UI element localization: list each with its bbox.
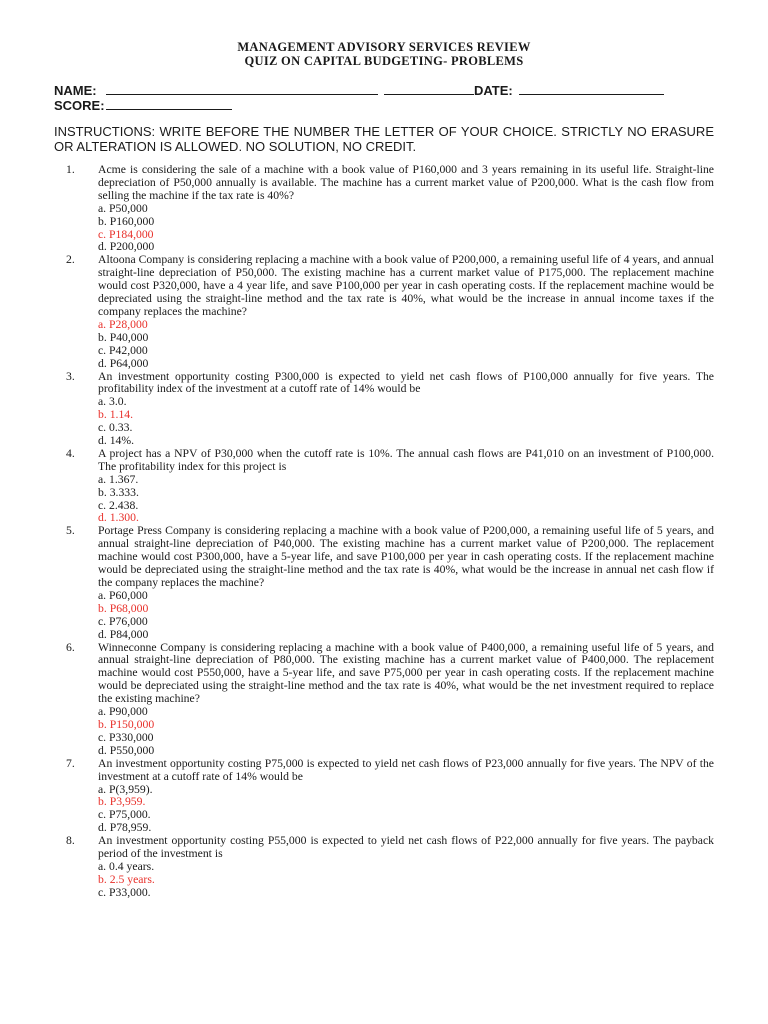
- answer-option: d. P64,000: [98, 356, 149, 370]
- answer-option: d. P550,000: [98, 743, 155, 757]
- question-number: 2.: [66, 253, 75, 267]
- answer-option: c. P33,000.: [98, 885, 151, 899]
- question-text: Acme is considering the sale of a machine with a book value of P160,000 and 3 years remaining in its useful life. Straight-line depreciation of P50,000 annually is available. The machine has a current market value of P200,000. What is the cash flow from selling the machine if the tax rate is 40%?: [98, 163, 714, 202]
- question-number: 4.: [66, 446, 75, 460]
- answer-option-correct: c. P184,000: [98, 227, 154, 241]
- answer-option: c. P76,000: [98, 614, 148, 628]
- answer-option: b. 3.333.: [98, 485, 139, 499]
- question-item: [54, 642, 714, 758]
- answer-option: d. P78,959.: [98, 821, 152, 835]
- question-item: [54, 835, 714, 900]
- answer-option: a. 0.4 years.: [98, 859, 155, 873]
- question-body: [98, 835, 714, 900]
- question-number: 5.: [66, 524, 75, 538]
- question-text: Winneconne Company is considering replacing a machine with a book value of P400,000, a remaining useful life of 5 years, and annual straight-line depreciation of P80,000. The existing machine has a current market value of P400,000. The replacement machine would cost P550,000, have a 5-year life, and save P75,000 per year in cash operating costs. If the replacement machine would be depreciated using the straight-line method and the tax rate is 40%, what would be the net investment required to replace the existing machine?: [98, 640, 714, 706]
- question-body: [98, 448, 714, 525]
- date-label: DATE:: [474, 83, 513, 98]
- quiz-title-line2: QUIZ ON CAPITAL BUDGETING- PROBLEMS: [244, 54, 524, 68]
- answer-option: a. P60,000: [98, 588, 148, 602]
- question-text: An investment opportunity costing P55,000 is expected to yield net cash flows of P22,000 annually for five years. The payback period of the investment is: [98, 834, 714, 861]
- answer-option-correct: a. P28,000: [98, 317, 148, 331]
- question-item: [54, 164, 714, 254]
- answer-option: a. P(3,959).: [98, 782, 153, 796]
- question-item: [54, 525, 714, 641]
- question-body: [98, 642, 714, 758]
- question-text: Portage Press Company is considering replacing a machine with a book value of P200,000, a remaining useful life of 5 years, and annual straight-line depreciation of P40,000. The existing machine has a current market value of P200,000. The replacement machine would cost P300,000, have a 5-year life, and save P100,000 per year in cash operating costs. If the replacement machine would be depreciated using the straight-line method and the tax rate is 40%, what would be the increase in annual net cash flow if the company replaces the machine?: [98, 524, 714, 589]
- answer-option: c. 0.33.: [98, 421, 133, 435]
- answer-option: d. P84,000: [98, 627, 149, 641]
- question-text: Altoona Company is considering replacing a machine with a book value of P200,000, a remaining useful life of 4 years, and annual straight-line depreciation of P50,000. The existing machine has a current market value of P175,000. The replacement machine would cost P320,000, have a 4 year life, and save P100,000 per year in cash operating costs. If the replacement machine would be depreciated using the straight-line method and the tax rate is 40%, what would be the increase in annual income taxes if the company replaces the machine?: [98, 253, 714, 318]
- question-body: [98, 525, 714, 641]
- question-number: 8.: [66, 834, 75, 848]
- answer-option: c. P75,000.: [98, 808, 151, 822]
- question-list: [54, 164, 714, 900]
- score-blank[interactable]: [106, 98, 232, 110]
- question-number: 1.: [66, 163, 75, 176]
- answer-option: a. P90,000: [98, 705, 148, 719]
- question-body: [98, 758, 714, 835]
- answer-option: a. 1.367.: [98, 472, 139, 486]
- instructions: INSTRUCTIONS: WRITE BEFORE THE NUMBER THE LETTER OF YOUR CHOICE. STRICTLY NO ERASURE OR ALTERATION IS ALLOWED. NO SOLUTION, NO CREDIT.: [54, 124, 714, 154]
- answer-option-correct: b. P68,000: [98, 601, 149, 615]
- quiz-title-line1: MANAGEMENT ADVISORY SERVICES REVIEW: [237, 40, 531, 54]
- answer-option-correct: b. 1.14.: [98, 408, 134, 422]
- answer-option: c. P42,000: [98, 343, 148, 357]
- question-item: [54, 448, 714, 525]
- question-number: 3.: [66, 369, 75, 383]
- answer-option-correct: b. P3,959.: [98, 795, 146, 809]
- question-text: A project has a NPV of P30,000 when the cutoff rate is 10%. The annual cash flows are P41,010 on an investment of P100,000. The profitability index for this project is: [98, 446, 714, 473]
- name-blank-extra[interactable]: [384, 83, 474, 95]
- answer-option: d. P200,000: [98, 240, 155, 254]
- answer-option: d. 14%.: [98, 434, 135, 448]
- answer-option-correct: d. 1.300.: [98, 511, 139, 525]
- score-label: SCORE:: [54, 98, 105, 113]
- score-row: [54, 98, 714, 113]
- date-blank[interactable]: [519, 83, 664, 95]
- question-text: An investment opportunity costing P300,000 is expected to yield net cash flows of P100,000 annually for five years. The profitability index of the investment at a cutoff rate of 14% would be: [98, 369, 714, 396]
- answer-option: c. P330,000: [98, 730, 154, 744]
- question-body: [98, 254, 714, 370]
- name-date-row: [54, 83, 714, 98]
- answer-option: a. 3.0.: [98, 395, 127, 409]
- question-item: [54, 758, 714, 835]
- answer-option: b. P160,000: [98, 214, 155, 228]
- answer-option: c. 2.438.: [98, 498, 139, 512]
- name-label: NAME:: [54, 83, 97, 98]
- question-body: [98, 164, 714, 254]
- question-number: 7.: [66, 756, 75, 770]
- header-fields: [54, 83, 714, 113]
- answer-option-correct: b. P150,000: [98, 717, 155, 731]
- name-blank[interactable]: [106, 83, 378, 95]
- question-item: [54, 371, 714, 448]
- question-item: [54, 254, 714, 370]
- answer-option: b. P40,000: [98, 330, 149, 344]
- answer-option-correct: b. 2.5 years.: [98, 872, 155, 886]
- question-text: An investment opportunity costing P75,000 is expected to yield net cash flows of P23,000 annually for five years. The NPV of the investment at a cutoff rate of 14% would be: [98, 756, 714, 783]
- question-number: 6.: [66, 640, 75, 654]
- question-body: [98, 371, 714, 448]
- answer-option: a. P50,000: [98, 201, 148, 215]
